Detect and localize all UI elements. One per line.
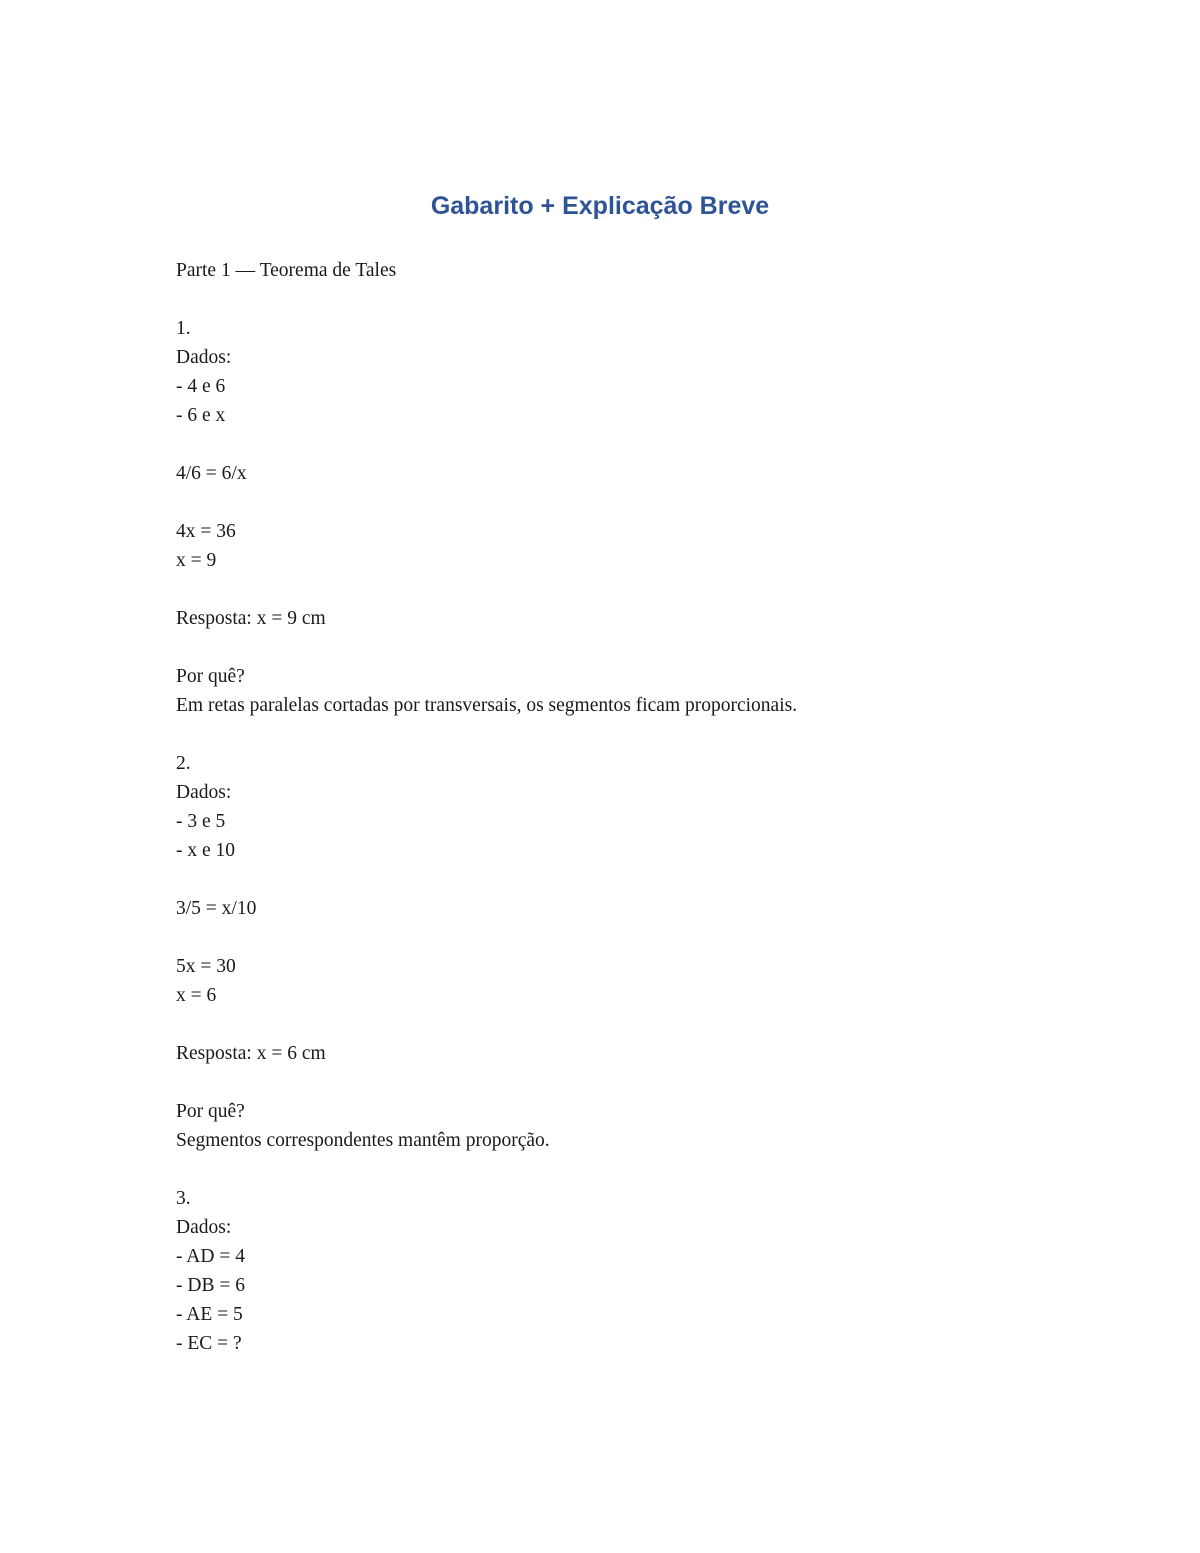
solution-step: 5x = 30 [176,956,236,977]
why-label: Por quê? [176,666,245,687]
part-heading: Parte 1 — Teorema de Tales [176,260,397,281]
spacer [176,1010,1076,1039]
exercise-number: 3. [176,1188,191,1209]
given-item: - 4 e 6 [176,376,226,397]
solution-step: x = 9 [176,550,217,571]
exercise-number: 1. [176,318,191,339]
given-item: - x e 10 [176,840,236,861]
given-item: - EC = ? [176,1333,242,1354]
spacer [176,488,1076,517]
why-explanation: Em retas paralelas cortadas por transversais, os segmentos ficam proporcionais. [176,695,798,716]
spacer [176,633,1076,662]
answer: Resposta: x = 6 cm [176,1043,326,1064]
proportion: 4/6 = 6/x [176,463,247,484]
document-title: Gabarito + Explicação Breve [430,192,770,220]
exercise-1 [176,314,1076,749]
spacer [176,430,1076,459]
spacer [176,285,1076,314]
answer: Resposta: x = 9 cm [176,608,326,629]
solution-step: x = 6 [176,985,217,1006]
document-body [176,256,1076,1358]
spacer [176,1068,1076,1097]
given-label: Dados: [176,347,232,368]
solution-step: 4x = 36 [176,521,236,542]
given-item: - 3 e 5 [176,811,226,832]
exercise-number: 2. [176,753,191,774]
given-item: - 6 e x [176,405,226,426]
given-label: Dados: [176,1217,232,1238]
spacer [176,865,1076,894]
exercise-2 [176,749,1076,1184]
spacer [176,720,1076,749]
given-label: Dados: [176,782,232,803]
why-label: Por quê? [176,1101,245,1122]
given-item: - DB = 6 [176,1275,245,1296]
given-item: - AD = 4 [176,1246,245,1267]
spacer [176,575,1076,604]
exercise-3 [176,1184,1076,1358]
spacer [176,923,1076,952]
why-explanation: Segmentos correspondentes mantêm proporção. [176,1130,550,1151]
spacer [176,1155,1076,1184]
proportion: 3/5 = x/10 [176,898,257,919]
given-item: - AE = 5 [176,1304,243,1325]
